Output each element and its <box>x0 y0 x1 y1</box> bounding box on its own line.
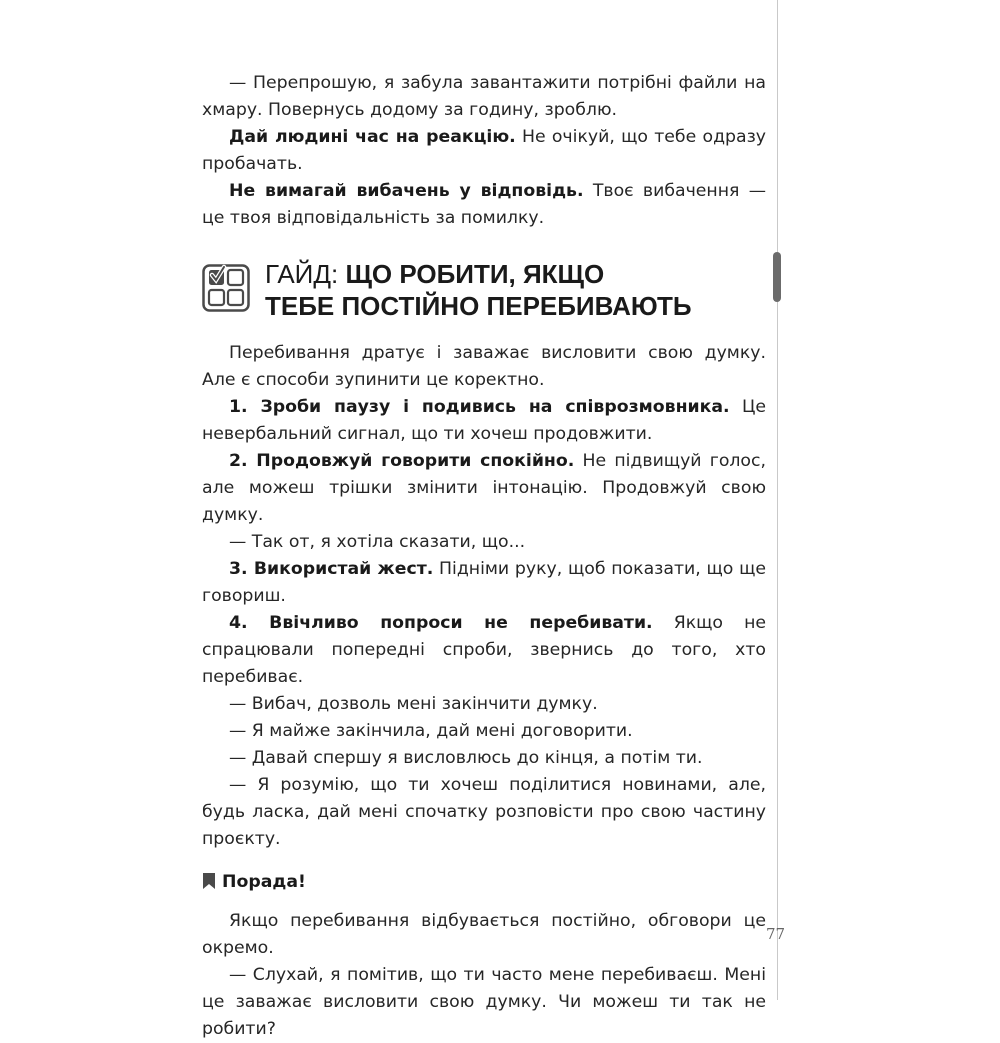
guide-step: 1. Зроби паузу і подивись на співрозмовника. Це невербальний сигнал, що ти хочеш продовжити. <box>202 397 766 444</box>
guide-step: 2. Продовжуй говорити спокійно. Не підвищуй голос, але можеш трішки змінити інтонацію. Продовжуй свою думку. <box>202 451 767 525</box>
guide-title-line2: ТЕБЕ ПОСТІЙНО ПЕРЕБИВАЮТЬ <box>265 291 692 321</box>
guide-title-line1: ЩО РОБИТИ, ЯКЩО <box>345 259 605 289</box>
page-edge-tab <box>773 252 781 302</box>
dialogue-line: — Я майже закінчила, дай мені договорити. <box>229 721 633 741</box>
advice-paragraph: Дай людині час на реакцію. Не очікуй, що тебе одразу пробачать. <box>202 127 766 174</box>
dialogue-line: — Слухай, я помітив, що ти часто мене перебиваєш. Мені це заважає висловити свою думку. Чи можеш ти так не робити? <box>202 965 766 1039</box>
page-number: 77 <box>766 925 786 943</box>
dialogue-line: — Так от, я хотіла сказати, що... <box>229 532 526 552</box>
page-edge-line <box>777 0 778 1000</box>
checklist-grid-icon <box>202 264 250 312</box>
guide-heading <box>202 258 766 330</box>
page-content <box>202 70 766 1043</box>
dialogue-line: — Я розумію, що ти хочеш поділитися новинами, але, будь ласка, дай мені спочатку розповісти про свою частину проєкту. <box>202 775 766 849</box>
advice-paragraph: Не вимагай вибачень у відповідь. Твоє вибачення — це твоя відповідальність за помилку. <box>202 181 766 228</box>
guide-intro: Перебивання дратує і заважає висловити свою думку. Але є способи зупинити це коректно. <box>202 343 766 390</box>
guide-step: 4. Ввічливо попроси не перебивати. Якщо не спрацювали попередні спроби, звернись до того, хто перебиває. <box>202 613 766 687</box>
tip-paragraph: Якщо перебивання відбувається постійно, обговори це окремо. <box>202 911 766 958</box>
tip-label: Порада! <box>222 872 306 892</box>
guide-label: ГАЙД: <box>265 259 346 289</box>
tip-heading <box>202 869 766 896</box>
guide-step: 3. Використай жест. Підніми руку, щоб показати, що ще говориш. <box>202 559 766 606</box>
dialogue-line: — Давай спершу я висловлюсь до кінця, а потім ти. <box>229 748 703 768</box>
bookmark-icon <box>202 873 216 889</box>
dialogue-line: — Вибач, дозволь мені закінчити думку. <box>229 694 598 714</box>
guide-title <box>265 258 765 322</box>
dialogue-line: — Перепрошую, я забула завантажити потрібні файли на хмару. Повернусь додому за годину, зроблю. <box>202 73 766 120</box>
